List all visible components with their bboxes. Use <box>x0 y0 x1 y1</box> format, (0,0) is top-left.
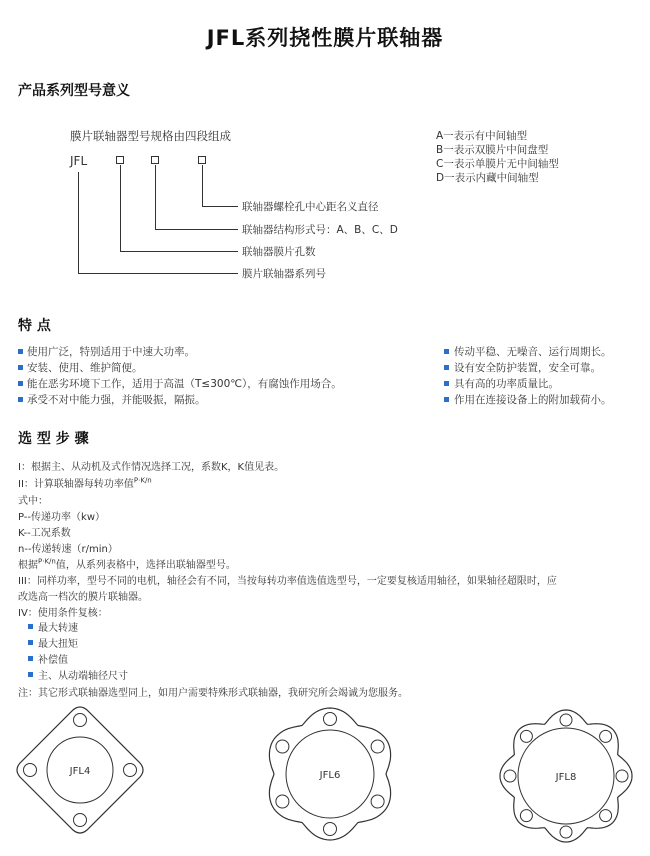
feature-item: 设有安全防护装置，安全可靠。 <box>454 362 601 374</box>
list-bullet <box>18 365 23 370</box>
type-a: A一表示有中间轴型 <box>436 130 528 142</box>
features-heading: 特 点 <box>18 318 51 334</box>
def-power: P--传递功率（kw） <box>18 512 105 523</box>
step-3: III：同样功率，型号不同的电机，轴径会有不同，当按每转功率值选值选型号，一定要复核适用轴径，如果轴径超限时，应 <box>18 576 557 587</box>
step-formula-intro: 式中： <box>18 496 48 507</box>
step-2-text: II：计算联轴器每转功率值 <box>18 479 134 490</box>
def-speed: n--传递转速（r/min） <box>18 544 118 555</box>
bolt-hole <box>324 823 337 836</box>
flange-drawings <box>0 700 650 856</box>
model-intro: 膜片联轴器型号规格由四段组成 <box>70 129 231 143</box>
list-bullet <box>28 656 33 661</box>
connector-line <box>78 273 238 274</box>
bolt-hole <box>74 714 87 727</box>
bolt-hole <box>324 713 337 726</box>
connector-line <box>202 165 203 206</box>
flange-label: JFL6 <box>319 770 341 781</box>
bolt-hole <box>520 810 532 822</box>
bolt-hole <box>371 795 384 808</box>
list-bullet <box>444 365 449 370</box>
bolt-hole <box>24 764 37 777</box>
step-select <box>18 556 236 571</box>
check-item: 主、从动端轴径尺寸 <box>38 671 128 682</box>
step-3-cont: 改选高一档次的膜片联轴器。 <box>18 592 148 603</box>
type-c: C一表示单膜片无中间轴型 <box>436 158 559 170</box>
note: 注：其它形式联轴器选型同上，如用户需要特殊形式联轴器，我研究所会竭诚为您服务。 <box>18 688 408 699</box>
feature-item: 作用在连接设备上的附加载荷小。 <box>454 394 612 406</box>
callout-structure-type: 联轴器结构形式号：A、B、C、D <box>242 224 398 236</box>
callout-hole-count: 联轴器膜片孔数 <box>242 246 316 258</box>
callout-series: 膜片联轴器系列号 <box>242 268 326 280</box>
bolt-hole <box>371 740 384 753</box>
feature-item: 安装、使用、维护简便。 <box>27 362 143 374</box>
step-select-a: 根据 <box>18 560 38 571</box>
check-item: 最大转速 <box>38 623 78 634</box>
step-4: IV：使用条件复核： <box>18 608 108 619</box>
list-bullet <box>444 381 449 386</box>
feature-item: 传动平稳、无噪音、运行周期长。 <box>454 346 612 358</box>
feature-item: 使用广泛，特别适用于中速大功率。 <box>27 346 195 358</box>
bolt-hole <box>276 795 289 808</box>
flange-jfl6 <box>269 708 390 840</box>
connector-line <box>120 165 121 251</box>
code-box-1 <box>116 156 124 164</box>
list-bullet <box>18 397 23 402</box>
bolt-hole <box>560 826 572 838</box>
list-bullet <box>18 381 23 386</box>
connector-line <box>78 172 79 273</box>
list-bullet <box>444 349 449 354</box>
steps-heading: 选 型 步 骤 <box>18 431 89 447</box>
bolt-hole <box>276 740 289 753</box>
flange-label: JFL4 <box>69 766 91 777</box>
bolt-hole <box>504 770 516 782</box>
flange-jfl8 <box>500 710 632 842</box>
formula-pk-n: P·K/n <box>133 476 152 485</box>
type-d: D一表示内藏中间轴型 <box>436 172 539 184</box>
callout-bolt-diameter: 联轴器螺栓孔中心距名义直径 <box>242 201 379 213</box>
code-box-2 <box>151 156 159 164</box>
bolt-hole <box>124 764 137 777</box>
code-box-3 <box>198 156 206 164</box>
def-factor: K--工况系数 <box>18 528 71 539</box>
list-bullet <box>28 672 33 677</box>
check-item: 最大扭矩 <box>38 639 78 650</box>
list-bullet <box>444 397 449 402</box>
step-select-b: 值，从系列表格中，选择出联轴器型号。 <box>55 560 236 571</box>
page-title: JFL系列挠性膜片联轴器 <box>206 26 444 50</box>
bolt-hole <box>560 714 572 726</box>
list-bullet <box>18 349 23 354</box>
type-b: B一表示双膜片中间盘型 <box>436 144 549 156</box>
connector-line <box>155 165 156 229</box>
formula-pk-n: P·K/n <box>38 557 56 566</box>
connector-line <box>202 206 238 207</box>
model-section-heading: 产品系列型号意义 <box>18 83 130 99</box>
feature-item: 承受不对中能力强，并能吸振，隔振。 <box>27 394 206 406</box>
bolt-hole <box>616 770 628 782</box>
connector-line <box>155 229 238 230</box>
list-bullet <box>28 640 33 645</box>
check-item: 补偿值 <box>38 655 68 666</box>
feature-item: 能在恶劣环境下工作，适用于高温（T≤300℃），有腐蚀作用场合。 <box>27 378 342 390</box>
flange-label: JFL8 <box>555 772 577 783</box>
model-prefix: JFL <box>70 154 88 168</box>
list-bullet <box>28 624 33 629</box>
feature-item: 具有高的功率质量比。 <box>454 378 559 390</box>
step-2 <box>18 475 152 490</box>
bolt-hole <box>600 810 612 822</box>
step-1: I：根据主、从动机及式作情况选择工况，系数K，K值见表。 <box>18 462 285 473</box>
bolt-hole <box>74 814 87 827</box>
flange-jfl4 <box>17 707 143 833</box>
bolt-hole <box>520 730 532 742</box>
connector-line <box>120 251 238 252</box>
bolt-hole <box>600 730 612 742</box>
